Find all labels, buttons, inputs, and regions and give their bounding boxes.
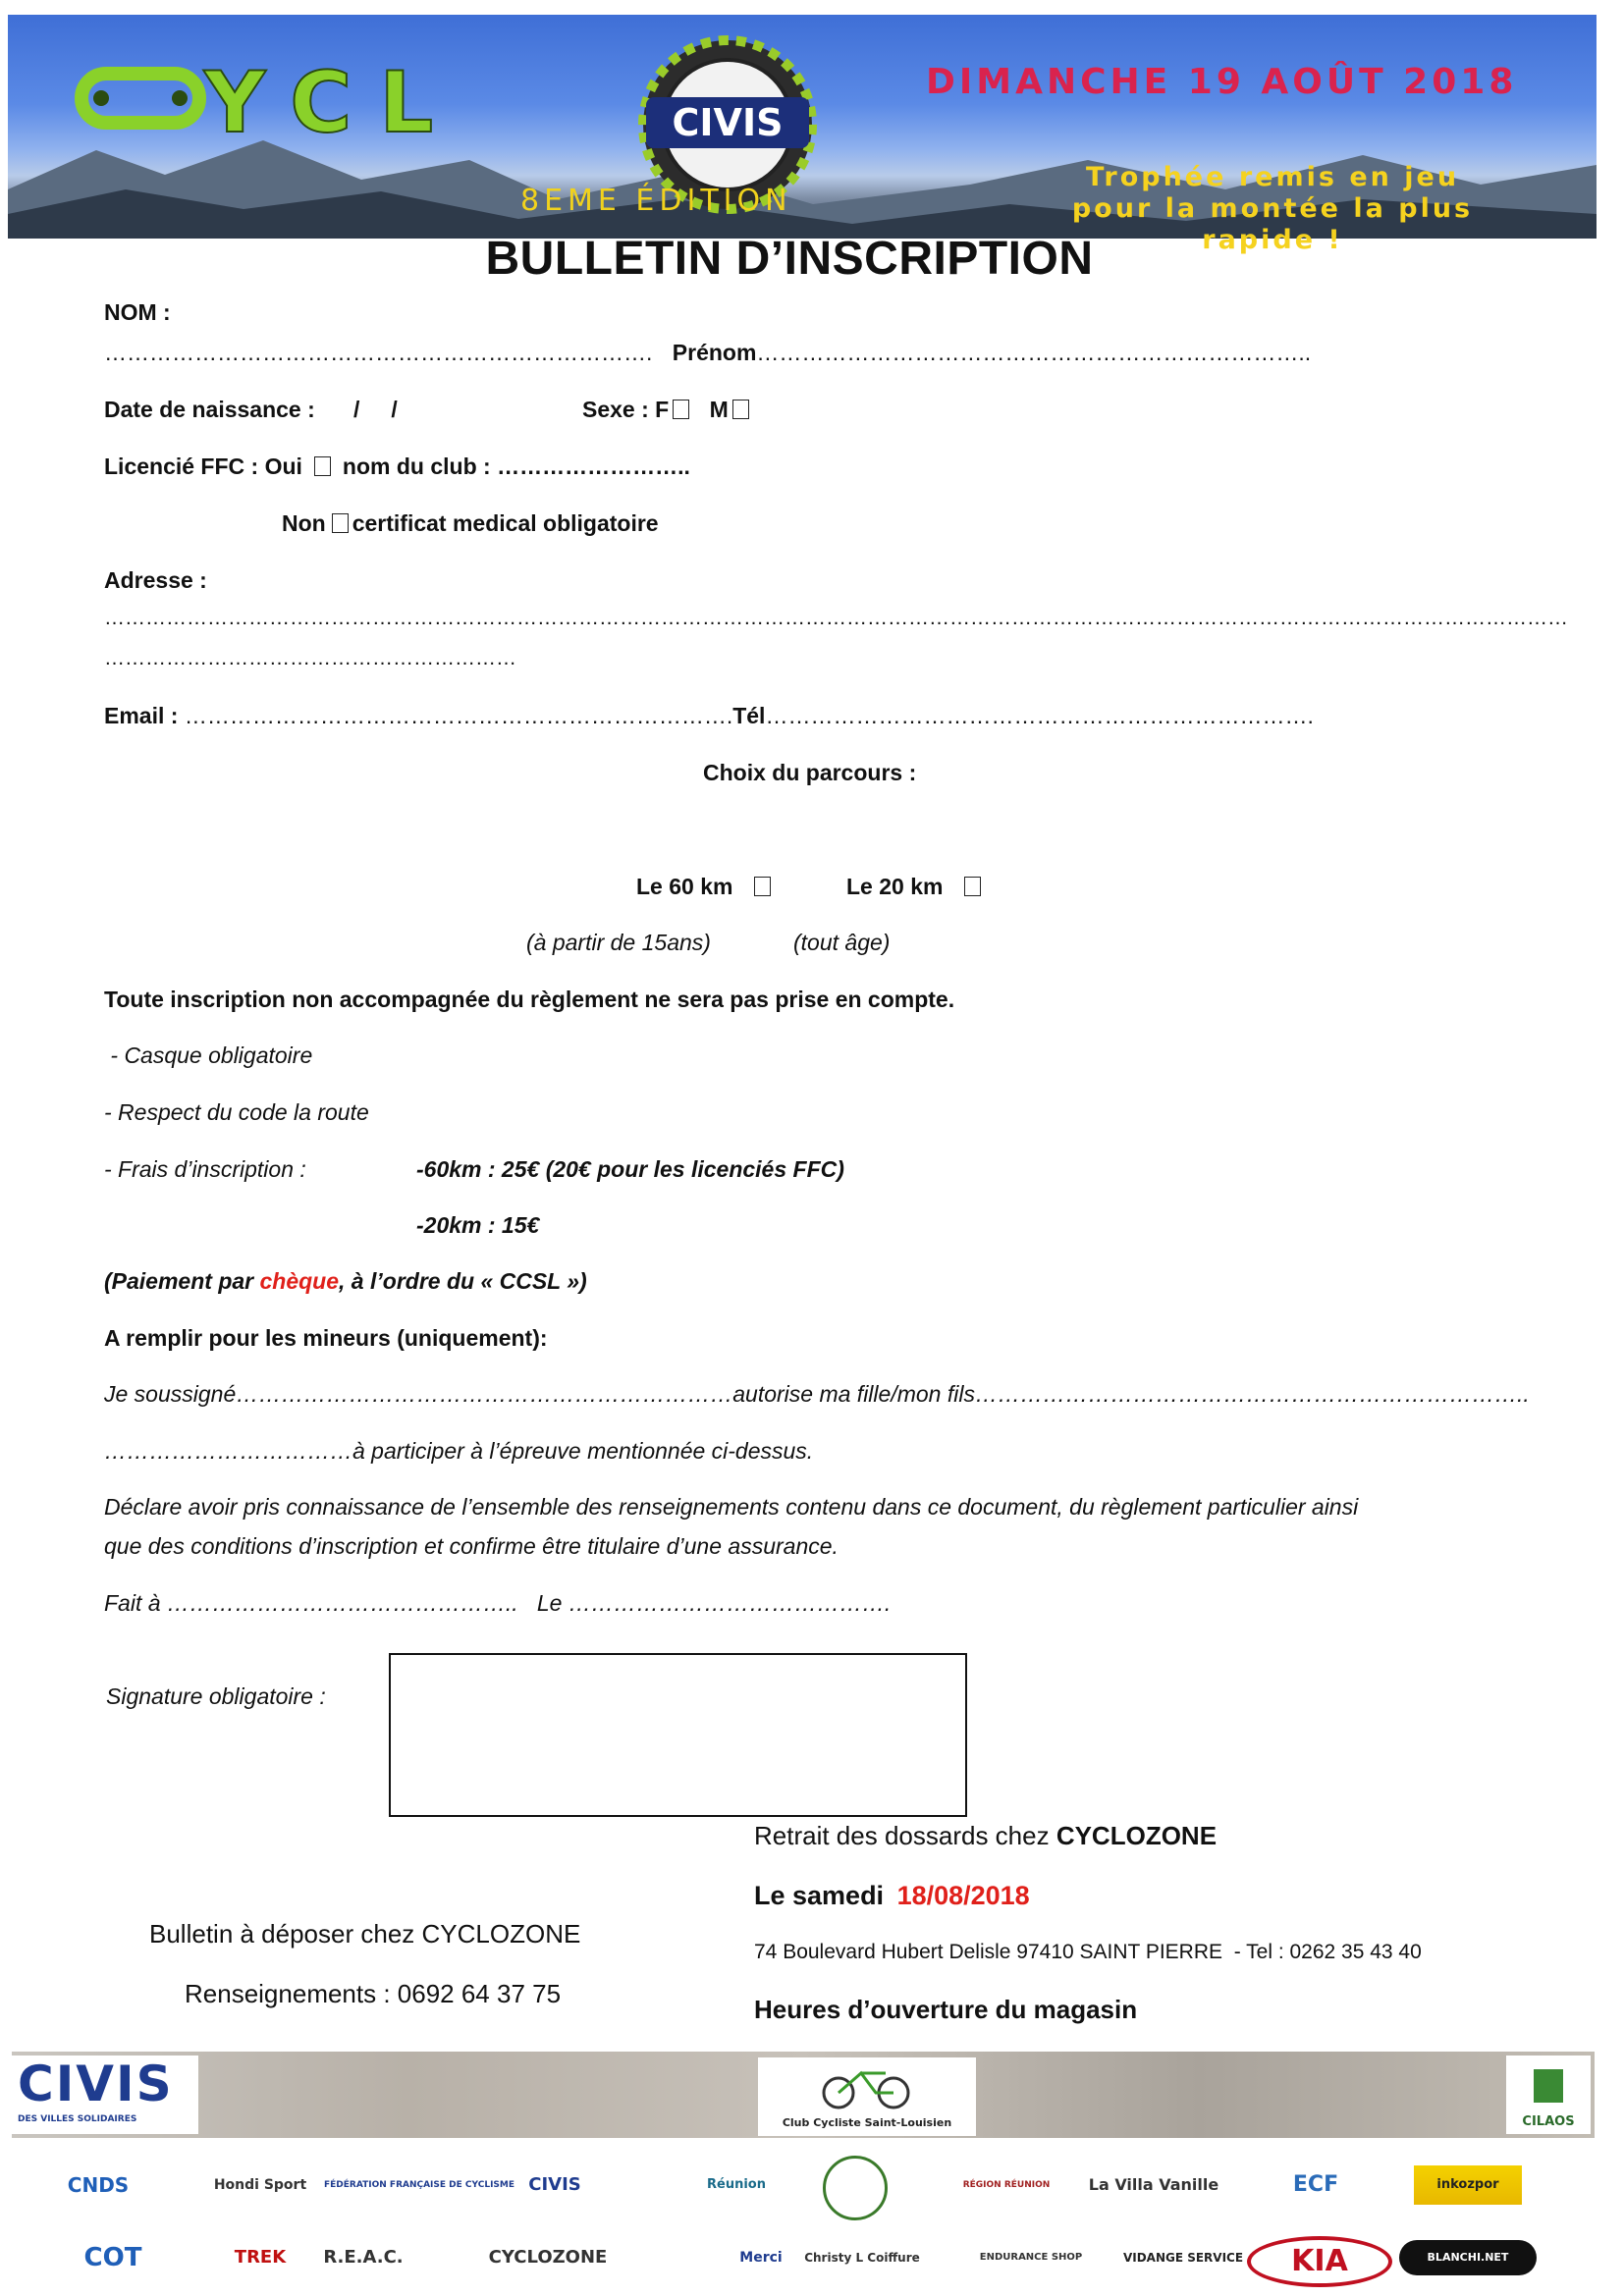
warning-text: Toute inscription non accompagnée du règlement ne sera pas prise en compte.: [104, 987, 955, 1012]
civis-logo: [12, 2056, 198, 2134]
sponsor-logo: [823, 2156, 888, 2220]
sexe-m-checkbox[interactable]: [732, 400, 749, 419]
email-label: Email :: [104, 703, 179, 728]
samedi-text: [754, 1881, 1030, 1911]
dob-label: Date de naissance :: [104, 397, 315, 422]
nom-dots: ……………………………………………………………….: [104, 340, 653, 365]
adresse-field-2[interactable]: ……………………………………………………: [104, 647, 516, 669]
sexe-f-checkbox[interactable]: [673, 400, 689, 419]
civis-gear-text: CIVIS: [672, 101, 784, 144]
sponsor-logo: CIVIS: [528, 2174, 581, 2195]
club-logo-text: Club Cycliste Saint-Louisien: [782, 2116, 952, 2129]
licence-row: [104, 454, 690, 480]
sponsor-logo: CNDS: [67, 2173, 130, 2197]
trophy-line: rapide !: [1202, 225, 1343, 255]
edition-label: 8EME ÉDITION: [520, 184, 792, 218]
minors-line-2[interactable]: ……………………………à participer à l’épreuve mentionnée ci-dessus.: [104, 1438, 814, 1464]
paiement-post: , à l’ordre du « CCSL »): [339, 1268, 587, 1294]
signature-box[interactable]: [389, 1653, 967, 1817]
sponsor-logo: R.E.A.C.: [323, 2247, 404, 2268]
sponsor-logo: FÉDÉRATION FRANÇAISE DE CYCLISME: [324, 2180, 515, 2190]
cilaos-crest-icon: [1534, 2069, 1563, 2103]
event-date: DIMANCHE 19 AOÛT 2018: [926, 62, 1518, 102]
bicycle-icon: [817, 2061, 915, 2110]
nom-field[interactable]: [104, 340, 1311, 366]
sponsor-logo: Réunion: [707, 2177, 766, 2192]
prenom-label: Prénom: [672, 340, 757, 365]
sponsor-logo: Christy L Coiffure: [804, 2251, 920, 2265]
non-label: Non: [282, 510, 326, 536]
sponsor-logo: ENDURANCE SHOP: [979, 2252, 1083, 2263]
cilaos-logo: [1506, 2056, 1591, 2134]
cilaos-logo-text: CILAOS: [1522, 2114, 1575, 2129]
heures-ouverture: Heures d’ouverture du magasin: [754, 1995, 1138, 2024]
samedi-label: Le samedi: [754, 1881, 892, 1910]
sponsor-logo: Merci: [739, 2250, 783, 2266]
non-row: [282, 510, 659, 537]
trophy-line: Trophée remis en jeu: [1085, 162, 1460, 192]
samedi-date: 18/08/2018: [896, 1881, 1030, 1910]
option-20km-note: (tout âge): [793, 930, 891, 955]
tel-label: Tél: [732, 703, 766, 728]
declaration-line-2: que des conditions d’inscription et confirme être titulaire d’une assurance.: [104, 1533, 839, 1559]
civis-logo-sub: DES VILLES SOLIDAIRES: [18, 2114, 137, 2124]
retrait-text: [754, 1821, 1217, 1851]
adresse-field-1[interactable]: ……………………………………………………………………………………………………………………………………………………………………………………………: [104, 607, 1568, 629]
sponsor-logo: VIDANGE SERVICE: [1122, 2251, 1244, 2265]
rule-casque: - Casque obligatoire: [104, 1042, 313, 1068]
sponsor-logo: RÉGION RÉUNION: [962, 2180, 1051, 2190]
option-60km-note: (à partir de 15ans): [526, 930, 711, 955]
retrait-pre: Retrait des dossards chez: [754, 1821, 1056, 1850]
prenom-dots[interactable]: ………………………………………………………………..: [756, 340, 1312, 365]
frais-label: - Frais d’inscription :: [104, 1156, 306, 1182]
retrait-shop: CYCLOZONE: [1056, 1821, 1218, 1850]
email-row: [104, 703, 1314, 729]
civis-logo-text: CIVIS: [18, 2056, 174, 2112]
shop-address: 74 Boulevard Hubert Delisle 97410 SAINT PIERRE - Tel : 0262 35 43 40: [754, 1941, 1422, 1963]
certificat-label: certificat medical obligatoire: [352, 510, 659, 536]
renseignements-text: Renseignements : 0692 64 37 75: [185, 1979, 562, 2008]
sponsor-logo: inkozpor: [1414, 2165, 1522, 2205]
trophy-line: pour la montée la plus: [1071, 193, 1474, 224]
deposer-text: Bulletin à déposer chez CYCLOZONE: [149, 1919, 581, 1949]
paiement-pre: (Paiement par: [104, 1268, 260, 1294]
option-20km-label: Le 20 km: [846, 874, 944, 899]
fait-line[interactable]: Fait à ……………………………………….. Le …………………………………….: [104, 1590, 892, 1616]
rule-code-route: - Respect du code la route: [104, 1099, 369, 1125]
signature-label: Signature obligatoire :: [106, 1683, 326, 1709]
option-60km: [636, 874, 775, 900]
frais-60km: -60km : 25€ (20€ pour les licenciés FFC): [416, 1156, 844, 1182]
paiement-cheque: chèque: [259, 1268, 340, 1294]
option-20km: [846, 874, 985, 900]
sexe-field: [582, 397, 753, 423]
minors-line-1[interactable]: Je soussigné…………………………………………………………autorise ma fille/mon fils………………………………………………………………..: [104, 1381, 1530, 1407]
sexe-m-label: M: [709, 397, 729, 422]
email-field[interactable]: ……………………………………………………………….: [184, 703, 733, 728]
sponsor-logo: CYCLOZONE: [488, 2247, 608, 2268]
option-20km-checkbox[interactable]: [964, 877, 981, 896]
sponsor-logo: BLANCHI.NET: [1399, 2240, 1537, 2275]
option-60km-checkbox[interactable]: [754, 877, 771, 896]
sponsor-logo: COT: [83, 2243, 142, 2272]
frais-20km: -20km : 15€: [416, 1212, 540, 1238]
option-60km-label: Le 60 km: [636, 874, 733, 899]
minors-heading: A remplir pour les mineurs (uniquement):: [104, 1325, 548, 1351]
paiement-text: [104, 1268, 587, 1295]
ycl-logo: YCL: [204, 54, 461, 152]
club-label[interactable]: nom du club : ……………………..: [342, 454, 690, 479]
sponsor-band: [12, 2052, 1595, 2138]
chain-logo-icon: [72, 49, 209, 147]
nom-label: NOM :: [104, 299, 171, 325]
tel-field[interactable]: ……………………………………………………………….: [765, 703, 1314, 728]
header-banner: [8, 15, 1597, 255]
adresse-label: Adresse :: [104, 567, 207, 593]
licence-label: Licencié FFC : Oui: [104, 454, 302, 479]
sponsor-logo: Hondi Sport: [213, 2177, 307, 2193]
sponsor-logo: La Villa Vanille: [1088, 2175, 1219, 2194]
dob-field[interactable]: / /: [353, 397, 398, 422]
sponsor-logo: KIA: [1247, 2236, 1392, 2287]
parcours-label: Choix du parcours :: [703, 760, 917, 785]
licence-non-checkbox[interactable]: [332, 513, 349, 533]
sponsor-logo: TREK: [234, 2247, 287, 2268]
club-logo: [758, 2057, 976, 2136]
declaration-line-1: Déclare avoir pris connaissance de l’ensemble des renseignements contenu dans ce document, du règlement particulier ainsi: [104, 1494, 1359, 1520]
sponsor-logo: ECF: [1292, 2172, 1339, 2197]
sexe-label: Sexe : F: [582, 397, 670, 422]
page-title: BULLETIN D’INSCRIPTION: [485, 233, 1094, 285]
licence-oui-checkbox[interactable]: [314, 456, 331, 476]
